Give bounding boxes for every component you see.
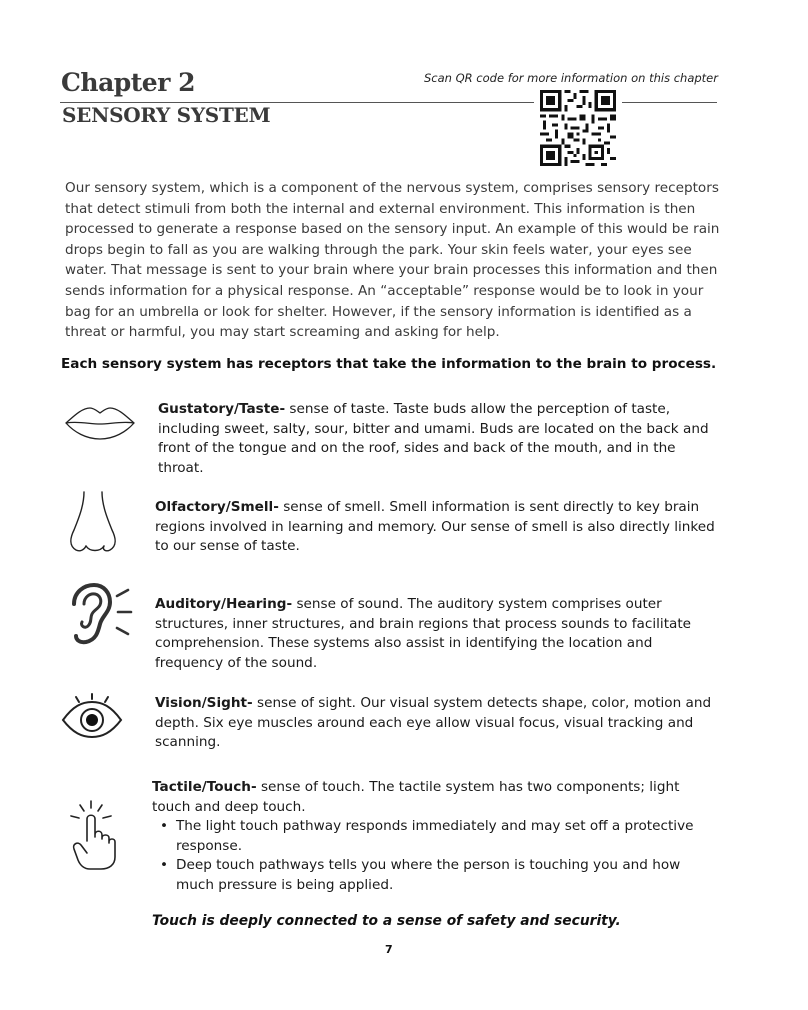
sense-description: sense of sight. Our visual system detects shape, color, motion and depth. Six eye muscles around each eye allow visual focus, visual tracking and scanning. [155,695,712,750]
sense-auditory [155,595,715,673]
touch-hand-icon [66,799,120,871]
list-item: • Deep touch pathways tells you where the person is touching you and how much pressure is being applied. [176,856,712,895]
page-number: 7 [385,943,393,956]
sense-description: sense of taste. Taste buds allow the perception of taste, including sweet, salty, sour, bitter and umami. Buds are located on the back and front of the tongue and on the roof, sides and back of the mouth, and in the throat. [158,401,709,476]
header-rule-right [622,102,717,103]
list-item: • The light touch pathway responds immediately and may set off a protective response. [176,817,712,856]
chapter-title: Chapter 2 [61,68,195,97]
section-title: SENSORY SYSTEM [62,103,271,127]
sense-term: Olfactory/Smell- [155,499,279,515]
sense-description: sense of smell. Smell information is sent directly to key brain regions involved in learning and memory. Our sense of smell is also directly linked to our sense of taste. [155,499,715,554]
sense-gustatory [158,400,718,478]
intro-paragraph: Our sensory system, which is a component of the nervous system, comprises sensory receptors that detect stimuli from both the internal and external environment. This information is then processed to generate a response based on the sensory input. An example of this would be rain drops begin to fall as you are walking through the park. Your skin feels water, your eyes see water. That message is sent to your brain where your brain processes this information and then sends information for a physical response. An “acceptable” response would be to look in your bag for an umbrella or look for shelter. However, if the sensory information is identified as a threat or harmful, you may start screaming and asking for help. [65,180,720,341]
ear-icon [64,582,134,652]
receptors-heading: Each sensory system has receptors that take the information to the brain to process. [61,356,717,372]
eye-icon [60,693,124,739]
touch-note: Touch is deeply connected to a sense of safety and security. [152,913,621,929]
sense-vision [155,694,715,753]
tactile-bullet-list [152,817,712,895]
sense-term: Tactile/Touch- [152,779,257,795]
nose-icon [66,490,124,558]
qr-code[interactable] [540,90,616,166]
sense-term: Auditory/Hearing- [155,596,293,612]
qr-caption: Scan QR code for more information on this chapter [424,71,718,85]
sense-tactile [152,778,712,895]
sense-description: sense of touch. The tactile system has two components; light touch and deep touch. [152,779,680,815]
sense-description: sense of sound. The auditory system comprises outer structures, inner structures, and brain regions that process sounds to facilitate comprehension. These systems also assist in identifying the location and frequency of the sound. [155,596,692,671]
sense-term: Gustatory/Taste- [158,401,286,417]
sense-olfactory [155,498,715,557]
sense-term: Vision/Sight- [155,695,253,711]
lips-icon [64,404,136,442]
sense-tactile-intro [152,778,712,817]
